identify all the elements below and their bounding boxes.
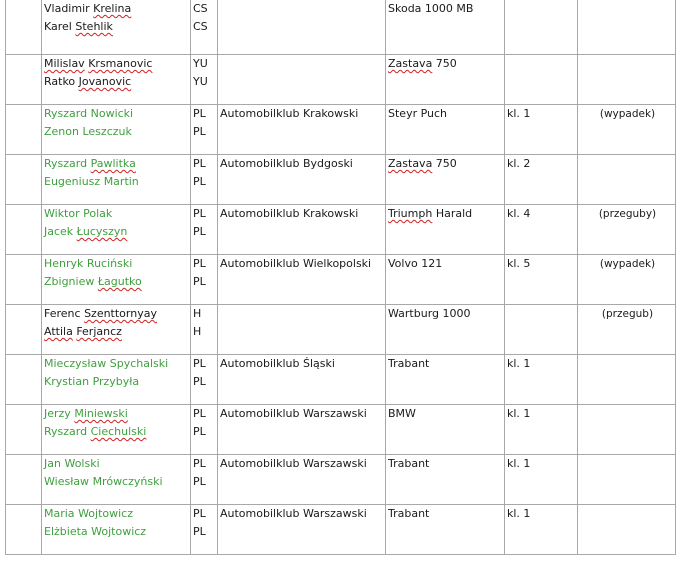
crew-cell bbox=[42, 155, 191, 205]
table-row bbox=[6, 305, 676, 355]
last-name: Szenttornyay bbox=[84, 307, 157, 320]
last-name: Wojtowicz bbox=[78, 507, 133, 520]
codriver-name bbox=[44, 73, 190, 91]
driver-name bbox=[44, 0, 190, 18]
codriver-name bbox=[44, 523, 190, 541]
nationality-cell bbox=[191, 155, 218, 205]
nationality-code: PL bbox=[193, 225, 206, 238]
crew-cell bbox=[42, 305, 191, 355]
car-make-word: Zastava bbox=[388, 157, 433, 170]
nationality-code: PL bbox=[193, 175, 206, 188]
retirement-note-cell bbox=[578, 505, 676, 555]
nationality-code: PL bbox=[193, 407, 206, 420]
start-number-cell bbox=[6, 55, 42, 105]
club-name-cell bbox=[218, 505, 386, 555]
car-model: Zastava 750 bbox=[388, 157, 457, 170]
retirement-note-cell bbox=[578, 55, 676, 105]
car-model-cell bbox=[386, 255, 505, 305]
first-name: Zbigniew bbox=[44, 275, 95, 288]
last-name: Ciechulski bbox=[90, 425, 147, 438]
first-name: Wiesław bbox=[44, 475, 90, 488]
table-row bbox=[6, 0, 676, 55]
club-name: Automobilklub Bydgoski bbox=[220, 157, 353, 170]
nationality-code: PL bbox=[193, 507, 206, 520]
codriver-name bbox=[44, 373, 190, 391]
codriver-name bbox=[44, 223, 190, 241]
crew-cell bbox=[42, 255, 191, 305]
car-model-cell bbox=[386, 205, 505, 255]
nationality-cell bbox=[191, 455, 218, 505]
last-name: Krsmanovic bbox=[88, 57, 153, 70]
car-model-cell bbox=[386, 305, 505, 355]
last-name: Wolski bbox=[64, 457, 100, 470]
nationality-code: YU bbox=[193, 75, 208, 88]
nationality-cell bbox=[191, 355, 218, 405]
last-name: Łagutko bbox=[97, 275, 142, 288]
codriver-name bbox=[44, 323, 190, 341]
codriver-name bbox=[44, 173, 190, 191]
nationality-cell bbox=[191, 305, 218, 355]
first-name: Attila bbox=[44, 325, 73, 338]
class-label: kl. 1 bbox=[507, 407, 531, 420]
nationality-code: PL bbox=[193, 475, 206, 488]
codriver-name bbox=[44, 123, 190, 141]
club-name-cell bbox=[218, 355, 386, 405]
nationality-code: PL bbox=[193, 457, 206, 470]
retirement-note-cell bbox=[578, 355, 676, 405]
retirement-note-cell bbox=[578, 405, 676, 455]
car-model-cell bbox=[386, 55, 505, 105]
car-model-cell bbox=[386, 0, 505, 55]
last-name: Polak bbox=[83, 207, 113, 220]
table-row bbox=[6, 455, 676, 505]
club-name: Automobilklub Wielkopolski bbox=[220, 257, 372, 270]
club-name-cell bbox=[218, 205, 386, 255]
first-name: Ferenc bbox=[44, 307, 81, 320]
last-name: Nowicki bbox=[90, 107, 134, 120]
car-model: Trabant bbox=[388, 457, 430, 470]
club-name-cell bbox=[218, 405, 386, 455]
driver-name bbox=[44, 305, 190, 323]
codriver-name bbox=[44, 423, 190, 441]
retirement-note-cell bbox=[578, 455, 676, 505]
nationality-code: PL bbox=[193, 207, 206, 220]
start-number-cell bbox=[6, 155, 42, 205]
crew-cell bbox=[42, 205, 191, 255]
class-label-cell bbox=[505, 0, 578, 55]
retirement-note-cell bbox=[578, 305, 676, 355]
first-name: Krystian bbox=[44, 375, 90, 388]
class-label: kl. 2 bbox=[507, 157, 531, 170]
class-label: kl. 1 bbox=[507, 457, 531, 470]
nationality-cell bbox=[191, 255, 218, 305]
class-label-cell bbox=[505, 505, 578, 555]
nationality-cell bbox=[191, 105, 218, 155]
last-name: Ferjancz bbox=[76, 325, 122, 338]
club-name-cell bbox=[218, 0, 386, 55]
driver-name bbox=[44, 355, 190, 373]
car-model: Trabant bbox=[388, 507, 430, 520]
car-model: BMW bbox=[388, 407, 416, 420]
car-model: Volvo 121 bbox=[388, 257, 443, 270]
class-label: kl. 1 bbox=[507, 357, 531, 370]
results-body bbox=[6, 0, 676, 555]
nationality-code: PL bbox=[193, 257, 206, 270]
car-model-cell bbox=[386, 505, 505, 555]
driver-name bbox=[44, 405, 190, 423]
first-name: Mieczysław bbox=[44, 357, 107, 370]
car-model-cell bbox=[386, 105, 505, 155]
retirement-note-cell bbox=[578, 105, 676, 155]
table-row bbox=[6, 155, 676, 205]
class-label: kl. 4 bbox=[507, 207, 531, 220]
nationality-code: CS bbox=[193, 20, 208, 33]
last-name: Spychalski bbox=[109, 357, 169, 370]
last-name: Leszczuk bbox=[82, 125, 132, 138]
car-model: Zastava 750 bbox=[388, 57, 457, 70]
car-make-word: Zastava bbox=[388, 57, 433, 70]
club-name-cell bbox=[218, 105, 386, 155]
car-model: Wartburg 1000 bbox=[388, 307, 471, 320]
last-name: Krelina bbox=[93, 2, 132, 15]
retirement-note-cell bbox=[578, 155, 676, 205]
start-number-cell bbox=[6, 255, 42, 305]
class-label-cell bbox=[505, 405, 578, 455]
start-number-cell bbox=[6, 505, 42, 555]
club-name-cell bbox=[218, 305, 386, 355]
club-name-cell bbox=[218, 155, 386, 205]
table-row bbox=[6, 55, 676, 105]
codriver-name bbox=[44, 273, 190, 291]
driver-name bbox=[44, 105, 190, 123]
last-name: Łucyszyn bbox=[76, 225, 128, 238]
club-name: Automobilklub Krakowski bbox=[220, 107, 359, 120]
first-name: Jacek bbox=[44, 225, 74, 238]
table-row bbox=[6, 355, 676, 405]
class-label-cell bbox=[505, 155, 578, 205]
crew-cell bbox=[42, 105, 191, 155]
car-model: Triumph Harald bbox=[388, 207, 473, 220]
first-name: Maria bbox=[44, 507, 75, 520]
driver-name bbox=[44, 255, 190, 273]
retirement-note-cell bbox=[578, 205, 676, 255]
nationality-code: PL bbox=[193, 357, 206, 370]
class-label: kl. 1 bbox=[507, 507, 531, 520]
last-name: Stehlik bbox=[75, 20, 113, 33]
club-name-cell bbox=[218, 55, 386, 105]
retirement-note-cell bbox=[578, 255, 676, 305]
codriver-name bbox=[44, 473, 190, 491]
retirement-note: (wypadek) bbox=[599, 108, 656, 120]
start-number-cell bbox=[6, 455, 42, 505]
crew-cell bbox=[42, 55, 191, 105]
first-name: Eugeniusz bbox=[44, 175, 101, 188]
first-name: Henryk bbox=[44, 257, 84, 270]
start-number-cell bbox=[6, 105, 42, 155]
car-model: Trabant bbox=[388, 357, 430, 370]
retirement-note: (wypadek) bbox=[599, 258, 656, 270]
class-label-cell bbox=[505, 305, 578, 355]
nationality-code: PL bbox=[193, 275, 206, 288]
club-name: Automobilklub Warszawski bbox=[220, 507, 367, 520]
class-label-cell bbox=[505, 255, 578, 305]
start-number-cell bbox=[6, 305, 42, 355]
class-label-cell bbox=[505, 455, 578, 505]
first-name: Zenon bbox=[44, 125, 79, 138]
car-model-cell bbox=[386, 155, 505, 205]
class-label: kl. 5 bbox=[507, 257, 531, 270]
car-model-cell bbox=[386, 455, 505, 505]
nationality-code: CS bbox=[193, 2, 208, 15]
first-name: Jerzy bbox=[44, 407, 71, 420]
class-label-cell bbox=[505, 105, 578, 155]
nationality-code: H bbox=[193, 325, 202, 338]
last-name: Martin bbox=[103, 175, 139, 188]
start-number-cell bbox=[6, 205, 42, 255]
table-row bbox=[6, 105, 676, 155]
first-name: Jan bbox=[44, 457, 61, 470]
table-row bbox=[6, 505, 676, 555]
last-name: Pawlitka bbox=[90, 157, 136, 170]
club-name-cell bbox=[218, 455, 386, 505]
nationality-cell bbox=[191, 0, 218, 55]
crew-cell bbox=[42, 455, 191, 505]
class-label-cell bbox=[505, 355, 578, 405]
driver-name bbox=[44, 505, 190, 523]
nationality-code: PL bbox=[193, 125, 206, 138]
nationality-code: YU bbox=[193, 57, 208, 70]
club-name-cell bbox=[218, 255, 386, 305]
nationality-code: H bbox=[193, 307, 202, 320]
nationality-cell bbox=[191, 405, 218, 455]
results-table bbox=[5, 0, 676, 555]
car-model-cell bbox=[386, 355, 505, 405]
nationality-cell bbox=[191, 205, 218, 255]
nationality-code: PL bbox=[193, 525, 206, 538]
codriver-name bbox=[44, 18, 190, 36]
crew-cell bbox=[42, 0, 191, 55]
club-name: Automobilklub Śląski bbox=[220, 357, 335, 370]
club-name: Automobilklub Warszawski bbox=[220, 457, 367, 470]
table-row bbox=[6, 255, 676, 305]
driver-name bbox=[44, 205, 190, 223]
nationality-code: PL bbox=[193, 425, 206, 438]
nationality-code: PL bbox=[193, 107, 206, 120]
first-name: Elżbieta bbox=[44, 525, 88, 538]
start-number-cell bbox=[6, 405, 42, 455]
class-label-cell bbox=[505, 55, 578, 105]
car-model: Skoda 1000 MB bbox=[388, 2, 474, 15]
last-name: Przybyła bbox=[92, 375, 140, 388]
start-number-cell bbox=[6, 355, 42, 405]
first-name: Karel bbox=[44, 20, 72, 33]
last-name: Miniewski bbox=[74, 407, 128, 420]
last-name: Ruciński bbox=[86, 257, 133, 270]
crew-cell bbox=[42, 355, 191, 405]
crew-cell bbox=[42, 405, 191, 455]
class-label: kl. 1 bbox=[507, 107, 531, 120]
club-name: Automobilklub Warszawski bbox=[220, 407, 367, 420]
driver-name bbox=[44, 155, 190, 173]
nationality-code: PL bbox=[193, 157, 206, 170]
driver-name bbox=[44, 455, 190, 473]
first-name: Milislav bbox=[44, 57, 85, 70]
nationality-cell bbox=[191, 505, 218, 555]
retirement-note: (przegub) bbox=[601, 308, 654, 320]
retirement-note-cell bbox=[578, 0, 676, 55]
table-row bbox=[6, 405, 676, 455]
car-make-word: Triumph bbox=[388, 207, 433, 220]
first-name: Ryszard bbox=[44, 425, 88, 438]
first-name: Vladimir bbox=[44, 2, 90, 15]
last-name: Mrówczyński bbox=[92, 475, 163, 488]
nationality-code: PL bbox=[193, 375, 206, 388]
driver-name bbox=[44, 55, 190, 73]
first-name: Wiktor bbox=[44, 207, 80, 220]
table-row bbox=[6, 205, 676, 255]
nationality-cell bbox=[191, 55, 218, 105]
retirement-note: (przeguby) bbox=[598, 208, 657, 220]
crew-cell bbox=[42, 505, 191, 555]
first-name: Ratko bbox=[44, 75, 76, 88]
car-model: Steyr Puch bbox=[388, 107, 448, 120]
first-name: Ryszard bbox=[44, 107, 88, 120]
car-model-cell bbox=[386, 405, 505, 455]
last-name: Wojtowicz bbox=[91, 525, 147, 538]
start-number-cell bbox=[6, 0, 42, 55]
club-name: Automobilklub Krakowski bbox=[220, 207, 359, 220]
first-name: Ryszard bbox=[44, 157, 88, 170]
last-name: Jovanovic bbox=[78, 75, 132, 88]
class-label-cell bbox=[505, 205, 578, 255]
